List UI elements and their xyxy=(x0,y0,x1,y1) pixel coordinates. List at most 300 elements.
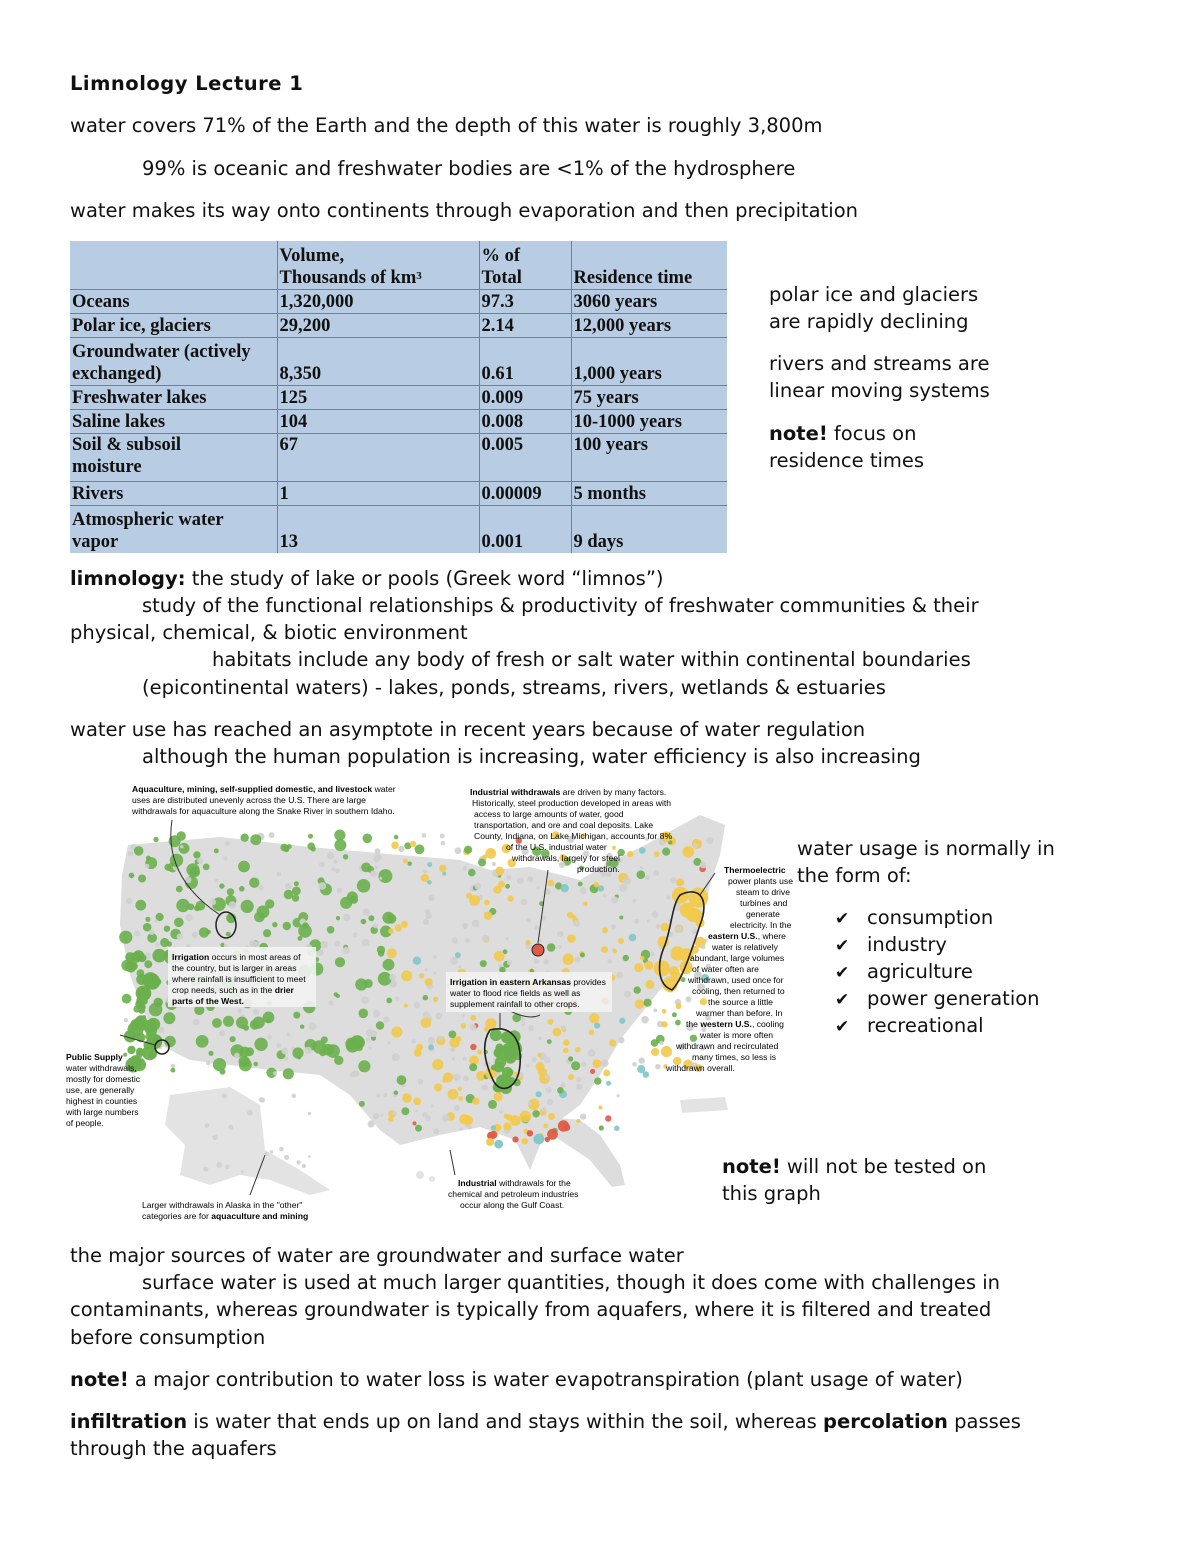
withdrawal-dot xyxy=(482,935,489,942)
withdrawal-dot xyxy=(652,911,659,918)
row-pct: 0.009 xyxy=(479,385,571,409)
paragraph-water-cover: water covers 71% of the Earth and the depth of this water is roughly 3,800m xyxy=(70,114,823,137)
withdrawal-dot xyxy=(461,1023,467,1029)
withdrawal-dot xyxy=(402,1093,412,1103)
withdrawal-dot xyxy=(395,924,402,931)
withdrawal-dot xyxy=(536,886,540,890)
withdrawal-dot xyxy=(205,1123,210,1128)
withdrawal-dot xyxy=(441,841,445,845)
check-icon: ✔ xyxy=(835,909,850,929)
withdrawal-dot xyxy=(383,959,395,971)
withdrawal-dot xyxy=(249,878,259,888)
withdrawal-dot xyxy=(506,937,509,940)
note-industrial: Industrial withdrawals are driven by many factors. xyxy=(470,787,667,797)
note-thermo-line: Thermoelectric xyxy=(724,865,786,875)
withdrawal-dot xyxy=(413,957,421,965)
withdrawal-dot xyxy=(519,1111,531,1123)
withdrawal-dot xyxy=(545,1074,550,1079)
withdrawal-dot xyxy=(706,837,713,844)
withdrawal-dot xyxy=(397,1075,407,1085)
note-public-supply xyxy=(65,1052,141,1128)
withdrawal-dot xyxy=(637,870,646,879)
withdrawal-dot xyxy=(176,886,183,893)
withdrawal-dot xyxy=(547,1129,558,1140)
withdrawal-dot xyxy=(428,1037,435,1044)
withdrawal-dot xyxy=(321,941,329,949)
withdrawal-dot xyxy=(133,950,145,962)
withdrawal-dot xyxy=(455,952,461,958)
withdrawal-dot xyxy=(568,1074,574,1080)
withdrawal-dot xyxy=(633,899,637,903)
header-volume-sup: 3 xyxy=(416,269,422,282)
withdrawal-dot xyxy=(212,1018,222,1028)
withdrawal-dot xyxy=(203,1166,208,1171)
withdrawal-dot xyxy=(223,1016,234,1027)
note-thermo-line: turbines and xyxy=(740,898,788,908)
note-thermo-line: many times, so less is xyxy=(692,1052,777,1062)
pointer-line xyxy=(450,1150,455,1175)
withdrawal-dot xyxy=(463,1076,469,1082)
sources-line2: surface water is used at much larger quantities, though it does come with challenges in xyxy=(142,1271,1000,1294)
withdrawal-dot xyxy=(225,841,230,846)
withdrawal-dot xyxy=(254,1062,259,1067)
withdrawal-dot xyxy=(693,843,698,848)
withdrawal-dot xyxy=(155,919,158,922)
note-public-line: water withdrawals, xyxy=(66,1063,137,1073)
withdrawal-dot xyxy=(469,1063,477,1071)
withdrawal-dot xyxy=(358,1060,370,1072)
withdrawal-dot xyxy=(484,900,490,906)
withdrawal-dot xyxy=(553,1028,562,1037)
withdrawal-dot xyxy=(164,864,171,871)
withdrawal-dot xyxy=(676,1003,682,1009)
withdrawal-dot xyxy=(258,885,263,890)
withdrawal-dot xyxy=(541,1107,546,1112)
withdrawal-dot xyxy=(355,978,367,990)
withdrawal-dot xyxy=(482,855,487,860)
withdrawal-dot xyxy=(302,922,309,929)
withdrawal-dot xyxy=(144,960,152,968)
withdrawal-dot xyxy=(413,1121,417,1125)
withdrawal-dot xyxy=(624,991,631,998)
withdrawal-dot xyxy=(239,886,245,892)
withdrawal-dot xyxy=(661,1021,667,1027)
withdrawal-dot xyxy=(124,1018,128,1022)
withdrawal-dot xyxy=(423,870,427,874)
withdrawal-dot xyxy=(645,980,654,989)
withdrawal-dot xyxy=(259,1097,264,1102)
note-industrial-3: access to large amounts of water, good xyxy=(474,809,624,819)
us-water-withdrawal-map xyxy=(60,775,800,1225)
withdrawal-dot xyxy=(329,1001,334,1006)
withdrawal-dot xyxy=(651,1039,659,1047)
withdrawal-dot xyxy=(557,931,563,937)
withdrawal-dot xyxy=(366,1038,370,1042)
withdrawal-dot xyxy=(238,861,250,873)
withdrawal-dot xyxy=(164,926,170,932)
withdrawal-dot xyxy=(507,1069,513,1075)
note-irrigation-4: crop needs, such as in the drier xyxy=(172,985,294,995)
withdrawal-dot xyxy=(334,992,339,997)
withdrawal-dot xyxy=(215,879,219,883)
withdrawal-dot xyxy=(281,1048,288,1055)
header-volume xyxy=(277,241,479,289)
withdrawal-dot xyxy=(472,1098,479,1105)
withdrawal-dot xyxy=(415,1125,422,1132)
withdrawal-dot xyxy=(494,1046,507,1059)
infiltration-line1 xyxy=(70,1410,1021,1433)
row-name xyxy=(70,505,277,553)
withdrawal-dot xyxy=(563,954,574,965)
withdrawal-dot xyxy=(670,877,676,883)
withdrawal-dot xyxy=(676,878,684,886)
withdrawal-dot xyxy=(433,955,437,959)
withdrawal-dot xyxy=(171,1064,175,1068)
withdrawal-dot xyxy=(603,894,607,898)
withdrawal-dot xyxy=(128,851,134,857)
withdrawal-dot xyxy=(632,1062,637,1067)
withdrawal-dot xyxy=(284,890,294,900)
withdrawal-dot xyxy=(509,1039,516,1046)
water-usage-intro xyxy=(797,835,1055,889)
table-row xyxy=(70,481,727,505)
note-public-line: mostly for domestic xyxy=(66,1074,141,1084)
withdrawal-dot xyxy=(286,1032,290,1036)
withdrawal-dot xyxy=(660,923,669,932)
withdrawal-dot xyxy=(388,928,394,934)
withdrawal-dot xyxy=(421,874,429,882)
paragraph-evaporation: water makes its way onto continents through evaporation and then precipitation xyxy=(70,199,858,222)
note-graph-line1: will not be tested on xyxy=(780,1155,987,1178)
withdrawal-dot xyxy=(613,949,617,953)
side-note-rivers xyxy=(769,350,990,404)
withdrawal-dot xyxy=(548,1113,555,1120)
withdrawal-dot xyxy=(308,1155,311,1158)
table-row xyxy=(70,313,727,337)
withdrawal-dot xyxy=(138,875,146,883)
withdrawal-dot xyxy=(580,887,587,894)
withdrawal-dot xyxy=(614,1126,620,1132)
withdrawal-dot xyxy=(126,898,132,904)
row-pct: 0.61 xyxy=(479,337,571,385)
withdrawal-dot xyxy=(283,922,291,930)
withdrawal-dot xyxy=(490,1029,502,1041)
withdrawal-dot xyxy=(355,1072,360,1077)
list-item xyxy=(835,931,1040,958)
withdrawal-dot xyxy=(379,877,382,880)
withdrawal-dot xyxy=(491,1065,497,1071)
withdrawal-dot xyxy=(433,1128,439,1134)
check-icon: ✔ xyxy=(835,936,850,956)
withdrawal-dot xyxy=(241,834,249,842)
withdrawal-dot xyxy=(525,940,530,945)
withdrawal-dot xyxy=(226,932,231,937)
withdrawal-dot xyxy=(567,912,574,919)
page-title: Limnology Lecture 1 xyxy=(70,72,304,95)
withdrawal-dot xyxy=(475,883,482,890)
header-volume-line1: Volume, xyxy=(279,245,345,266)
note-thermo-line: abundant, large volumes xyxy=(690,953,785,963)
note-industrial-2: Historically, steel production developed in areas with xyxy=(472,798,672,808)
side-note-rivers-line1: rivers and streams are xyxy=(769,352,990,375)
note-irrigation-5: parts of the West. xyxy=(172,996,244,1006)
hawaii-shape xyxy=(429,1176,435,1182)
withdrawal-dot xyxy=(373,856,379,862)
withdrawal-dot xyxy=(362,939,370,947)
withdrawal-dot xyxy=(253,1009,259,1015)
withdrawal-dot xyxy=(210,899,216,905)
withdrawal-dot xyxy=(247,1110,253,1116)
withdrawal-dot xyxy=(443,1072,453,1082)
note-aquaculture-2: uses are distributed unevenly across the U.S. There are large xyxy=(132,795,366,805)
note-irrigation: Irrigation occurs in most areas of xyxy=(172,952,301,962)
limnology-term: limnology: xyxy=(70,567,186,590)
side-note-rivers-line2: linear moving systems xyxy=(769,379,990,402)
withdrawal-dot xyxy=(601,1059,609,1067)
withdrawal-dot xyxy=(583,902,587,906)
withdrawal-dot xyxy=(442,872,446,876)
withdrawal-dot xyxy=(361,863,371,873)
withdrawal-dot xyxy=(305,1047,312,1054)
withdrawal-dot xyxy=(543,959,548,964)
withdrawal-dot xyxy=(194,905,200,911)
water-use-line2: although the human population is increasing, water efficiency is also increasing xyxy=(142,745,921,768)
withdrawal-dot xyxy=(180,845,183,848)
header-pct-line1: % of xyxy=(481,245,521,266)
withdrawal-dot xyxy=(387,1041,391,1045)
withdrawal-dot xyxy=(486,1138,494,1146)
withdrawal-dot xyxy=(149,929,155,935)
withdrawal-dot xyxy=(571,1061,580,1070)
withdrawal-dot xyxy=(236,1017,248,1029)
withdrawal-dot xyxy=(359,1009,369,1019)
withdrawal-dot xyxy=(334,941,340,947)
withdrawal-dot xyxy=(666,895,670,899)
withdrawal-dot xyxy=(612,846,616,850)
withdrawal-dot xyxy=(521,899,527,905)
note-thermo-line: generate xyxy=(746,909,780,919)
row-name-line1: Atmospheric water xyxy=(72,510,224,530)
withdrawal-dot xyxy=(129,873,135,879)
withdrawal-dot xyxy=(219,1030,225,1036)
withdrawal-dot xyxy=(618,1037,624,1043)
withdrawal-dot xyxy=(302,1164,306,1168)
withdrawal-dot xyxy=(234,1053,240,1059)
row-volume: 29,200 xyxy=(277,313,479,337)
withdrawal-dot xyxy=(635,999,644,1008)
withdrawal-dot xyxy=(576,1119,580,1123)
list-item xyxy=(835,1012,1040,1039)
withdrawal-dot xyxy=(366,1029,374,1037)
withdrawal-dot xyxy=(413,1098,421,1106)
withdrawal-dot xyxy=(119,931,132,944)
withdrawal-dot xyxy=(603,1070,610,1077)
limnology-def: the study of lake or pools (Greek word “limnos”) xyxy=(185,567,664,590)
withdrawal-dot xyxy=(270,1150,273,1153)
table-header-row xyxy=(70,241,727,289)
limnology-line2: study of the functional relationships & productivity of freshwater communities & their xyxy=(142,594,979,617)
withdrawal-dot xyxy=(700,998,707,1005)
note-industrial-8: production. xyxy=(577,864,620,874)
withdrawal-dot xyxy=(482,1085,488,1091)
withdrawal-dot xyxy=(125,961,136,972)
note-irrigation-2: the country, but is larger in areas xyxy=(172,963,297,973)
withdrawal-dot xyxy=(421,1018,432,1029)
withdrawal-dot xyxy=(640,866,643,869)
withdrawal-dot xyxy=(484,911,493,920)
withdrawal-dot xyxy=(381,1114,384,1117)
withdrawal-dot xyxy=(206,1061,211,1066)
withdrawal-dot xyxy=(640,956,645,961)
withdrawal-dot xyxy=(245,1047,254,1056)
withdrawal-dot xyxy=(230,1036,236,1042)
withdrawal-dot xyxy=(219,883,224,888)
withdrawal-dot xyxy=(403,859,408,864)
hawaii-shape xyxy=(416,1171,424,1179)
withdrawal-dot xyxy=(353,932,358,937)
withdrawal-dot xyxy=(544,1124,549,1129)
note-industrial-7: withdrawals, largely for steel xyxy=(512,853,620,863)
withdrawal-dot xyxy=(423,919,429,925)
withdrawal-dot xyxy=(430,1104,434,1108)
withdrawal-dot xyxy=(373,1010,380,1017)
withdrawal-dot xyxy=(609,1040,616,1047)
withdrawal-dot xyxy=(532,1057,537,1062)
withdrawal-dot xyxy=(454,1105,460,1111)
lake-county-highlight xyxy=(532,944,544,956)
withdrawal-dot xyxy=(561,884,569,892)
water-usage-line1: water usage is normally in xyxy=(797,837,1055,860)
withdrawal-dot xyxy=(254,912,265,923)
list-item-label: power generation xyxy=(867,987,1040,1010)
withdrawal-dot xyxy=(581,1062,586,1067)
withdrawal-dot xyxy=(439,865,446,872)
withdrawal-dot xyxy=(576,1077,582,1083)
side-note-residence-line2: residence times xyxy=(769,449,925,472)
withdrawal-dot xyxy=(415,844,425,854)
withdrawal-dot xyxy=(623,955,629,961)
withdrawal-dot xyxy=(309,1022,317,1030)
row-volume: 104 xyxy=(277,409,479,433)
withdrawal-dot xyxy=(634,919,639,924)
list-item-label: consumption xyxy=(867,906,994,929)
withdrawal-dot xyxy=(470,1015,476,1021)
withdrawal-dot xyxy=(654,870,660,876)
withdrawal-dot xyxy=(459,1114,470,1125)
withdrawal-dot xyxy=(425,968,428,971)
withdrawal-dot xyxy=(337,888,343,894)
withdrawal-dot xyxy=(410,841,416,847)
withdrawal-dot xyxy=(412,1039,416,1043)
table-row xyxy=(70,505,727,553)
withdrawal-dot xyxy=(611,924,616,929)
withdrawal-dot xyxy=(644,961,653,970)
withdrawal-dot xyxy=(452,1057,456,1061)
withdrawal-dot xyxy=(512,1136,518,1142)
row-volume: 13 xyxy=(277,505,479,553)
withdrawal-dot xyxy=(470,1044,476,1050)
note-label: note! xyxy=(70,1368,129,1391)
withdrawal-dot xyxy=(401,921,408,928)
row-volume: 67 xyxy=(277,433,479,481)
withdrawal-dot xyxy=(361,919,367,925)
withdrawal-dot xyxy=(239,1056,250,1067)
withdrawal-dot xyxy=(373,1113,379,1119)
withdrawal-dot xyxy=(196,1035,209,1048)
withdrawal-dot xyxy=(506,875,511,880)
withdrawal-dot xyxy=(527,1130,533,1136)
withdrawal-dot xyxy=(588,1049,596,1057)
withdrawal-dot xyxy=(644,999,652,1007)
check-icon: ✔ xyxy=(835,963,850,983)
withdrawal-dot xyxy=(332,867,336,871)
withdrawal-dot xyxy=(220,1069,226,1075)
withdrawal-dot xyxy=(383,1017,389,1023)
withdrawal-dot xyxy=(208,1051,213,1056)
withdrawal-dot xyxy=(386,998,392,1004)
withdrawal-dot xyxy=(507,960,512,965)
withdrawal-dot xyxy=(453,1074,460,1081)
withdrawal-dot xyxy=(152,949,166,963)
withdrawal-dot xyxy=(527,876,533,882)
withdrawal-dot xyxy=(263,929,271,937)
withdrawal-dot xyxy=(654,851,660,857)
withdrawal-dot xyxy=(335,868,340,873)
withdrawal-dot xyxy=(408,862,412,866)
withdrawal-dot xyxy=(363,908,371,916)
withdrawal-dot xyxy=(539,939,542,942)
row-name-line2: moisture xyxy=(72,456,142,477)
withdrawal-dot xyxy=(567,934,576,943)
list-item xyxy=(835,904,1040,931)
header-empty xyxy=(70,241,277,289)
withdrawal-dot xyxy=(560,1083,565,1088)
withdrawal-dot xyxy=(601,946,608,953)
withdrawal-dot xyxy=(548,1019,554,1025)
limnology-definition xyxy=(70,567,664,590)
withdrawal-dot xyxy=(641,1016,649,1024)
withdrawal-dot xyxy=(537,1053,541,1057)
withdrawal-dot xyxy=(452,937,458,943)
withdrawal-dot xyxy=(455,847,462,854)
withdrawal-dot xyxy=(335,957,345,967)
withdrawal-dot xyxy=(468,869,476,877)
row-name: Oceans xyxy=(70,289,277,313)
withdrawal-dot xyxy=(434,1083,442,1091)
withdrawal-dot xyxy=(300,1025,304,1029)
withdrawal-dot xyxy=(334,839,346,851)
withdrawal-dot xyxy=(378,972,392,986)
row-pct: 2.14 xyxy=(479,313,571,337)
withdrawal-dot xyxy=(425,978,433,986)
limnology-line5: (epicontinental waters) - lakes, ponds, streams, rivers, wetlands & estuaries xyxy=(142,676,886,699)
withdrawal-dot xyxy=(265,1152,269,1156)
withdrawal-dot xyxy=(370,870,377,877)
withdrawal-dot xyxy=(146,856,151,861)
withdrawal-dot xyxy=(138,987,151,1000)
withdrawal-dot xyxy=(449,1038,459,1048)
withdrawal-dot xyxy=(318,882,326,890)
withdrawal-dot xyxy=(435,1013,442,1020)
withdrawal-dot xyxy=(357,879,371,893)
withdrawal-dot xyxy=(179,843,190,854)
withdrawal-dot xyxy=(423,1011,430,1018)
withdrawal-dot xyxy=(319,862,324,867)
withdrawal-dot xyxy=(241,1170,244,1173)
withdrawal-dot xyxy=(494,951,505,962)
withdrawal-dot xyxy=(272,922,277,927)
withdrawal-dot xyxy=(536,1091,542,1097)
